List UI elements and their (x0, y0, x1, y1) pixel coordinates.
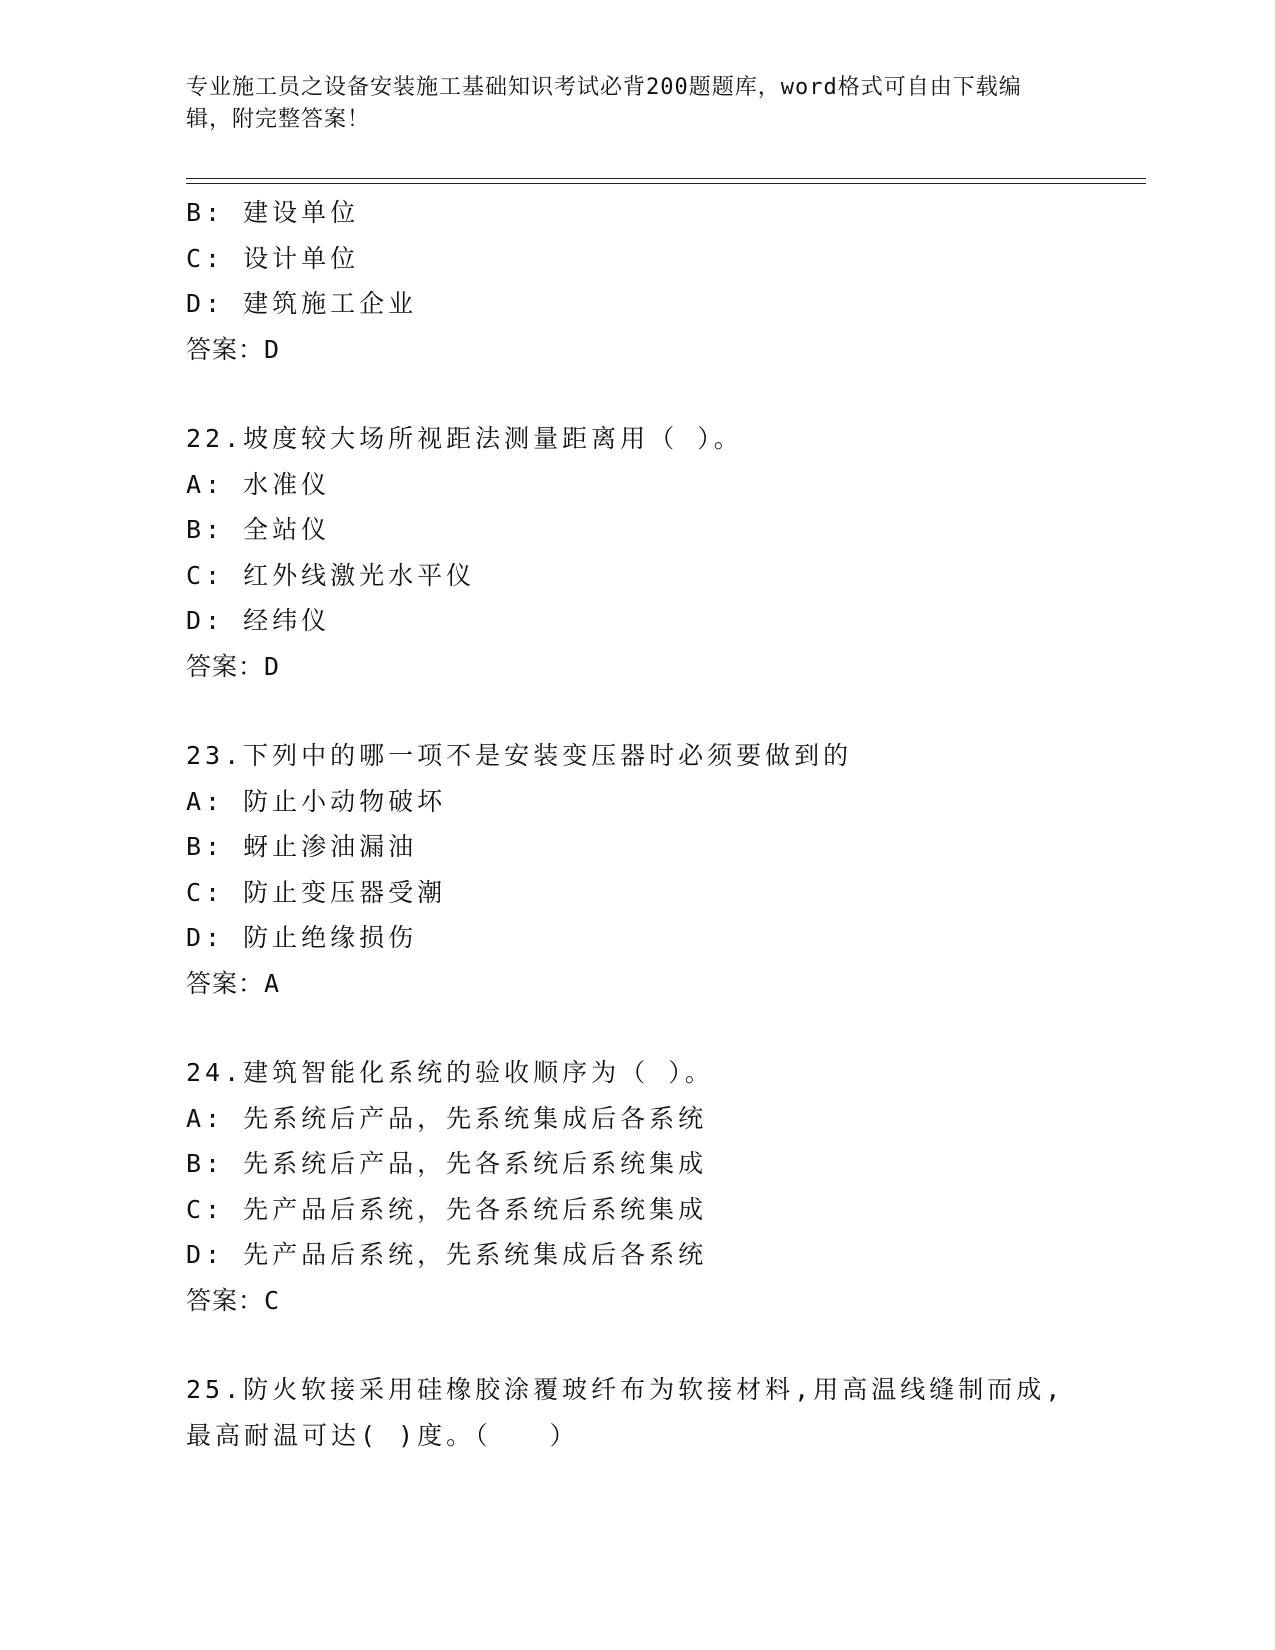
question-24-block (186, 1050, 1106, 1323)
question-22-block (186, 416, 1106, 689)
question-25-block (186, 1367, 1106, 1458)
q23-option-b: B: 蚜止渗油漏油 (186, 832, 418, 861)
q22-option-d: D: 经纬仪 (186, 606, 331, 635)
q24-question: 24.建筑智能化系统的验收顺序为（ ）。 (186, 1058, 714, 1087)
q21-option-b: B: 建设单位 (186, 198, 360, 227)
question-21-block (186, 190, 1106, 372)
q22-option-b: B: 全站仪 (186, 515, 331, 544)
header-divider-bottom (186, 183, 1146, 184)
q21-answer: 答案：D (186, 334, 281, 364)
spacer (186, 689, 1106, 733)
q22-answer: 答案：D (186, 651, 281, 681)
spacer (186, 1006, 1106, 1050)
q22-option-c: C: 红外线激光水平仪 (186, 560, 476, 590)
spacer (186, 372, 1106, 416)
q21-option-c: C: 设计单位 (186, 243, 360, 273)
spacer (186, 1323, 1106, 1367)
q23-option-c: C: 防止变压器受潮 (186, 877, 447, 907)
question-23-block (186, 733, 1106, 1006)
q24-option-d: D: 先产品后系统，先系统集成后各系统 (186, 1240, 708, 1269)
q23-question: 23.下列中的哪一项不是安装变压器时必须要做到的 (186, 741, 853, 770)
q24-option-a: A: 先系统后产品，先系统集成后各系统 (186, 1103, 708, 1133)
q25-question: 25.防火软接采用硅橡胶涂覆玻纤布为软接材料,用高温线缝制而成,最高耐温可达( )度。（ ） (186, 1375, 1065, 1450)
header-divider-top (186, 178, 1146, 179)
q23-option-a: A: 防止小动物破坏 (186, 786, 447, 816)
q22-question: 22.坡度较大场所视距法测量距离用（ ）。 (186, 424, 743, 453)
question-list (186, 190, 1106, 1458)
q24-answer: 答案：C (186, 1285, 281, 1315)
q24-option-b: B: 先系统后产品，先各系统后系统集成 (186, 1149, 708, 1178)
q22-option-a: A: 水准仪 (186, 469, 331, 499)
q21-option-d: D: 建筑施工企业 (186, 289, 418, 318)
q23-answer: 答案：A (186, 968, 281, 998)
document-header: 专业施工员之设备安装施工基础知识考试必背200题题库，word格式可自由下载编辑，附完整答案！ (186, 75, 1022, 132)
q23-option-d: D: 防止绝缘损伤 (186, 923, 418, 952)
q24-option-c: C: 先产品后系统，先各系统后系统集成 (186, 1194, 708, 1224)
